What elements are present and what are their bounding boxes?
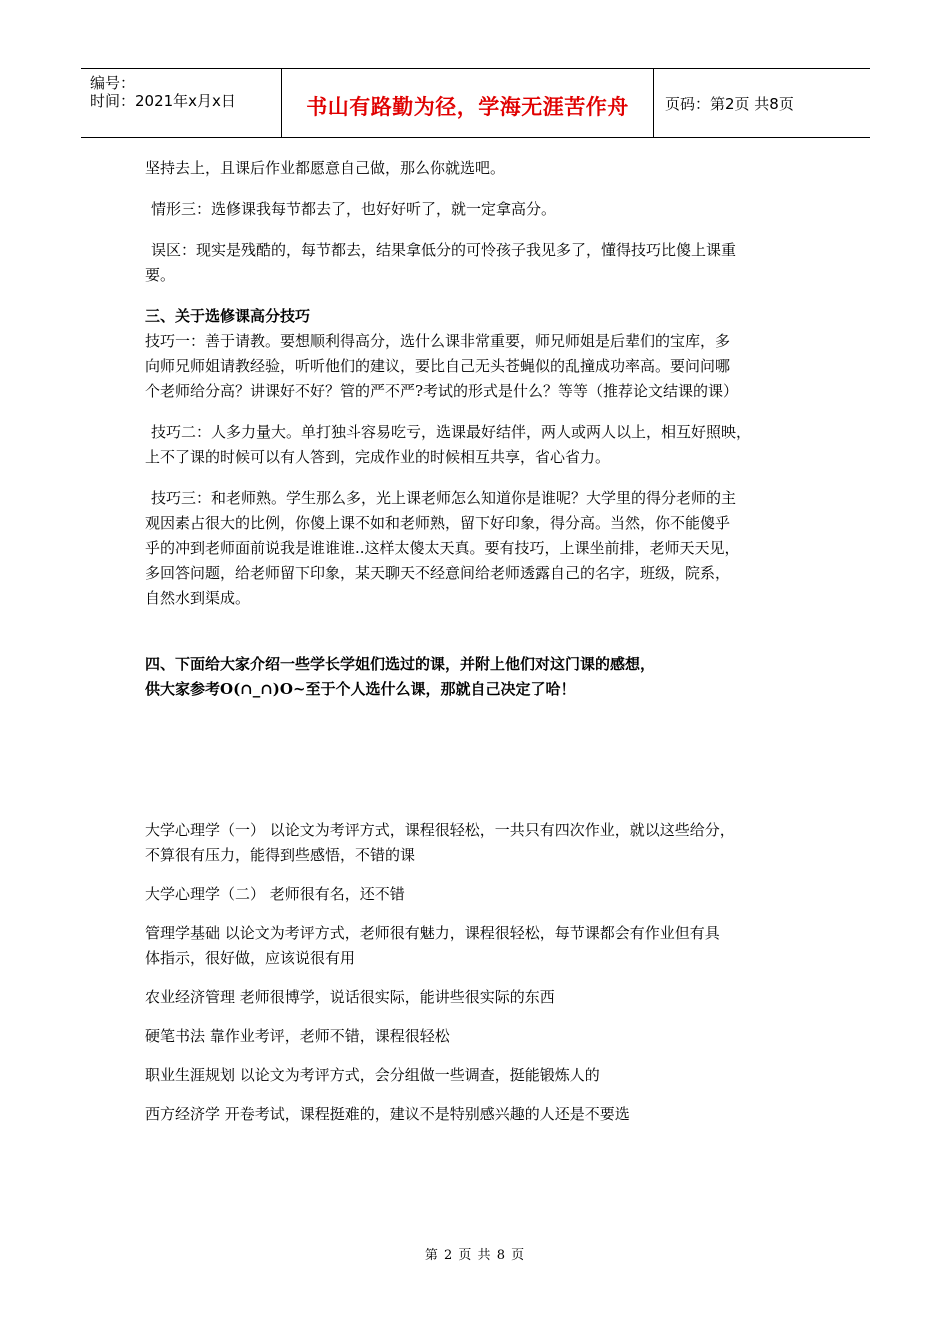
paragraph-line: 要。 (145, 266, 176, 284)
page-header (81, 68, 870, 138)
paragraph-line: 多回答问题，给老师留下印象，某天聊天不经意间给老师透露自己的名字，班级，院系， (145, 564, 731, 582)
course-line: 不算很有压力，能得到些感悟，不错的课 (145, 846, 416, 864)
document-body (145, 156, 825, 1127)
number-label: 编号： (90, 74, 136, 92)
course-list (145, 818, 825, 1127)
page-footer: 第 2 页 共 8 页 (424, 1248, 526, 1263)
paragraph-line: 个老师给分高？讲课好不好？管的严不严?考试的形式是什么？等等（推荐论文结课的课） (145, 382, 739, 400)
section-heading-line: 供大家参考O(∩_∩)O~至于个人选什么课，那就自己决定了哈！ (145, 680, 576, 698)
paragraph-line: 向师兄师姐请教经验，听听他们的建议，要比自己无头苍蝇似的乱撞成功率高。要问问哪 (145, 357, 731, 375)
paragraph: 情形三：选修课我每节都去了，也好好听了，就一定拿高分。 (151, 200, 557, 218)
header-motto-cell (282, 69, 654, 137)
page-number-label: 页码：第2页 共8页 (665, 95, 794, 113)
paragraph-line: 误区：现实是残酷的，每节都去，结果拿低分的可怜孩子我见多了，懂得技巧比傻上课重 (151, 241, 737, 259)
paragraph-line: 技巧二：人多力量大。单打独斗容易吃亏，选课最好结伴，两人或两人以上，相互好照映， (151, 423, 752, 441)
course-line: 硬笔书法 靠作业考评，老师不错，课程很轻松 (145, 1027, 450, 1045)
course-line: 体指示，很好做，应该说很有用 (145, 949, 356, 967)
paragraph-line: 技巧一：善于请教。要想顺利得高分，选什么课非常重要，师兄师姐是后辈们的宝库，多 (145, 332, 731, 350)
section-heading-line: 四、下面给大家介绍一些学长学姐们选过的课，并附上他们对这门课的感想， (145, 655, 656, 673)
paragraph-line: 观因素占很大的比例，你傻上课不如和老师熟，留下好印象，得分高。当然，你不能傻乎 (145, 514, 731, 532)
paragraph: 坚持去上，且课后作业都愿意自己做，那么你就选吧。 (145, 159, 506, 177)
course-line: 职业生涯规划 以论文为考评方式，会分组做一些调查，挺能锻炼人的 (145, 1066, 600, 1084)
course-line: 大学心理学（一） 以论文为考评方式，课程很轻松，一共只有四次作业，就以这些给分， (145, 821, 735, 839)
paragraph-line: 乎的冲到老师面前说我是谁谁谁..这样太傻太天真。要有技巧，上课坐前排，老师天天见， (145, 539, 740, 557)
header-right-cell (654, 69, 870, 137)
motto-text: 书山有路勤为径，学海无涯苦作舟 (306, 95, 629, 119)
date-label: 时间：2021年x月x日 (90, 92, 236, 110)
course-line: 大学心理学（二） 老师很有名，还不错 (145, 885, 405, 903)
paragraph-line: 上不了课的时候可以有人答到，完成作业的时候相互共享，省心省力。 (145, 448, 611, 466)
paragraph-line: 自然水到渠成。 (145, 589, 251, 607)
section-heading: 三、关于选修课高分技巧 (145, 307, 311, 325)
paragraph-line: 技巧三：和老师熟。学生那么多，光上课老师怎么知道你是谁呢？大学里的得分老师的主 (151, 489, 737, 507)
header-left-cell (81, 69, 282, 137)
course-line: 农业经济管理 老师很博学，说话很实际，能讲些很实际的东西 (145, 988, 555, 1006)
course-line: 管理学基础 以论文为考评方式，老师很有魅力，课程很轻松，每节课都会有作业但有具 (145, 924, 720, 942)
course-line: 西方经济学 开卷考试，课程挺难的，建议不是特别感兴趣的人还是不要选 (145, 1105, 630, 1123)
